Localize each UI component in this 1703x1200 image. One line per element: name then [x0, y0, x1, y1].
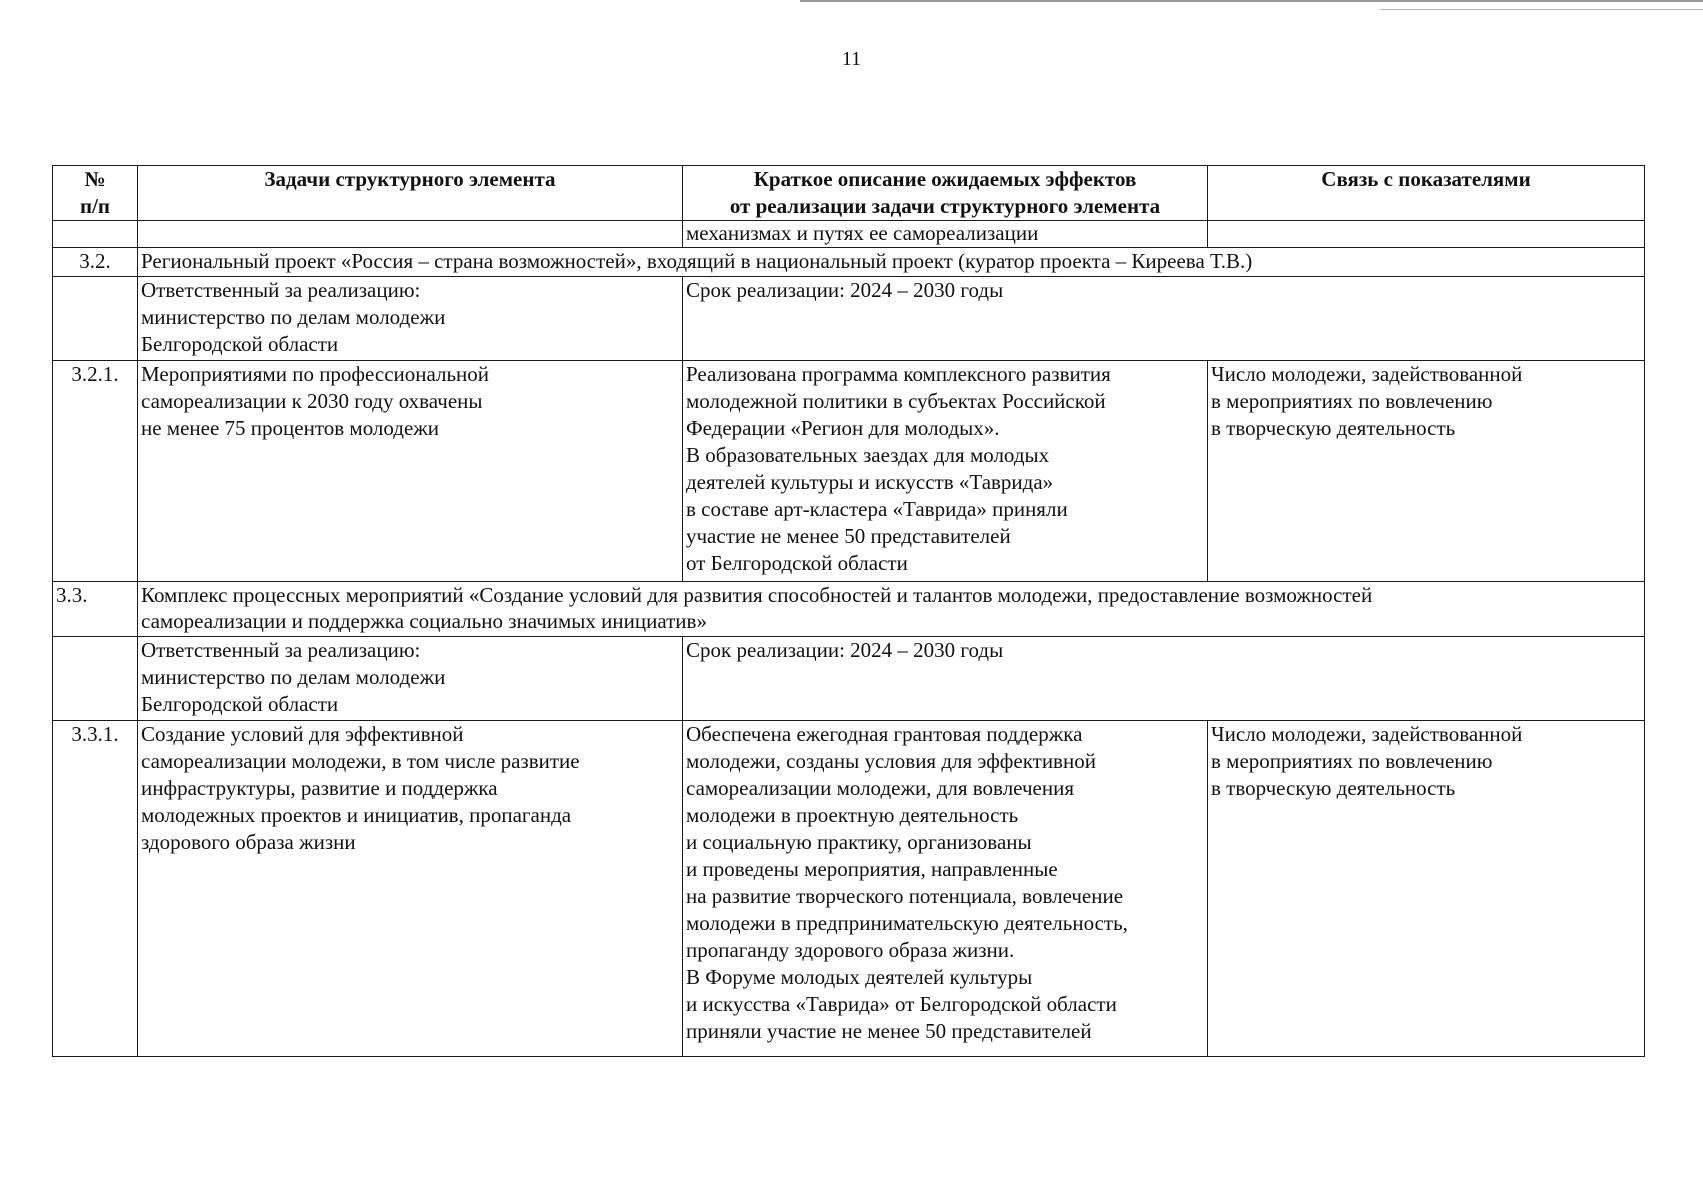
cell-number: 3.2.: [53, 248, 138, 277]
table-row-continuation: [53, 221, 1645, 248]
cell-term: Срок реализации: 2024 – 2030 годы: [683, 637, 1645, 721]
cell-empty: [53, 637, 138, 721]
table-row-task-3-3-1: [53, 721, 1645, 1057]
cell-empty: [53, 277, 138, 361]
cell-complex-title: Комплекс процессных мероприятий «Создание условий для развития способностей и талантов молодежи, предоставление возможностей самореализации и поддержка социально значимых инициатив»: [138, 582, 1645, 637]
tasks-table: [52, 165, 1645, 1057]
cell-responsible: Ответственный за реализацию: министерство по делам молодежи Белгородской области: [138, 637, 683, 721]
header-indicators: Связь с показателями: [1208, 166, 1645, 221]
table-header-row: [53, 166, 1645, 221]
table-row-task-3-2-1: [53, 361, 1645, 582]
table-row-project-3-2: [53, 248, 1645, 277]
cell-term: Срок реализации: 2024 – 2030 годы: [683, 277, 1645, 361]
cell-empty: [1208, 221, 1645, 248]
table-row-responsible-3-3: [53, 637, 1645, 721]
cell-number: 3.3.1.: [53, 721, 138, 1057]
cell-number: 3.2.1.: [53, 361, 138, 582]
cell-indicator: Число молодежи, задействованной в мероприятиях по вовлечению в творческую деятельность: [1208, 721, 1645, 1057]
header-tasks: Задачи структурного элемента: [138, 166, 683, 221]
cell-empty: [138, 221, 683, 248]
cell-effect: Реализована программа комплексного развития молодежной политики в субъектах Российской Федерации «Регион для молодых». В образовательных заездах для молодых деятелей культуры и искусств «Таврида» в составе арт-кластера «Таврида» приняли участие не менее 50 представителей от Белгородской области: [683, 361, 1208, 582]
cell-indicator: Число молодежи, задействованной в мероприятиях по вовлечению в творческую деятельность: [1208, 361, 1645, 582]
cell-effect-continuation: механизмах и путях ее самореализации: [683, 221, 1208, 248]
cell-task: Мероприятиями по профессиональной самореализации к 2030 году охвачены не менее 75 процентов молодежи: [138, 361, 683, 582]
header-effects: Краткое описание ожидаемых эффектов от реализации задачи структурного элемента: [683, 166, 1208, 221]
page-number: 11: [841, 48, 862, 70]
cell-responsible: Ответственный за реализацию: министерство по делам молодежи Белгородской области: [138, 277, 683, 361]
cell-project-title: Региональный проект «Россия – страна возможностей», входящий в национальный проект (куратор проекта – Киреева Т.В.): [138, 248, 1645, 277]
header-number: № п/п: [53, 166, 138, 221]
cell-number: 3.3.: [53, 582, 138, 637]
table-row-responsible-3-2: [53, 277, 1645, 361]
cell-task: Создание условий для эффективной самореализации молодежи, в том числе развитие инфраструктуры, развитие и поддержка молодежных проектов и инициатив, пропаганда здорового образа жизни: [138, 721, 683, 1057]
scan-edge-line-secondary: [1380, 9, 1703, 10]
scan-edge-line: [800, 0, 1703, 2]
cell-empty: [53, 221, 138, 248]
cell-effect: Обеспечена ежегодная грантовая поддержка молодежи, созданы условия для эффективной самореализации молодежи, для вовлечения молодежи в проектную деятельность и социальную практику, организованы и проведены мероприятия, направленные на развитие творческого потенциала, вовлечение молодежи в предпринимательскую деятельность, пропаганду здорового образа жизни. В Форуме молодых деятелей культуры и искусства «Таврида» от Белгородской области приняли участие не менее 50 представителей: [683, 721, 1208, 1057]
table-row-complex-3-3: [53, 582, 1645, 637]
